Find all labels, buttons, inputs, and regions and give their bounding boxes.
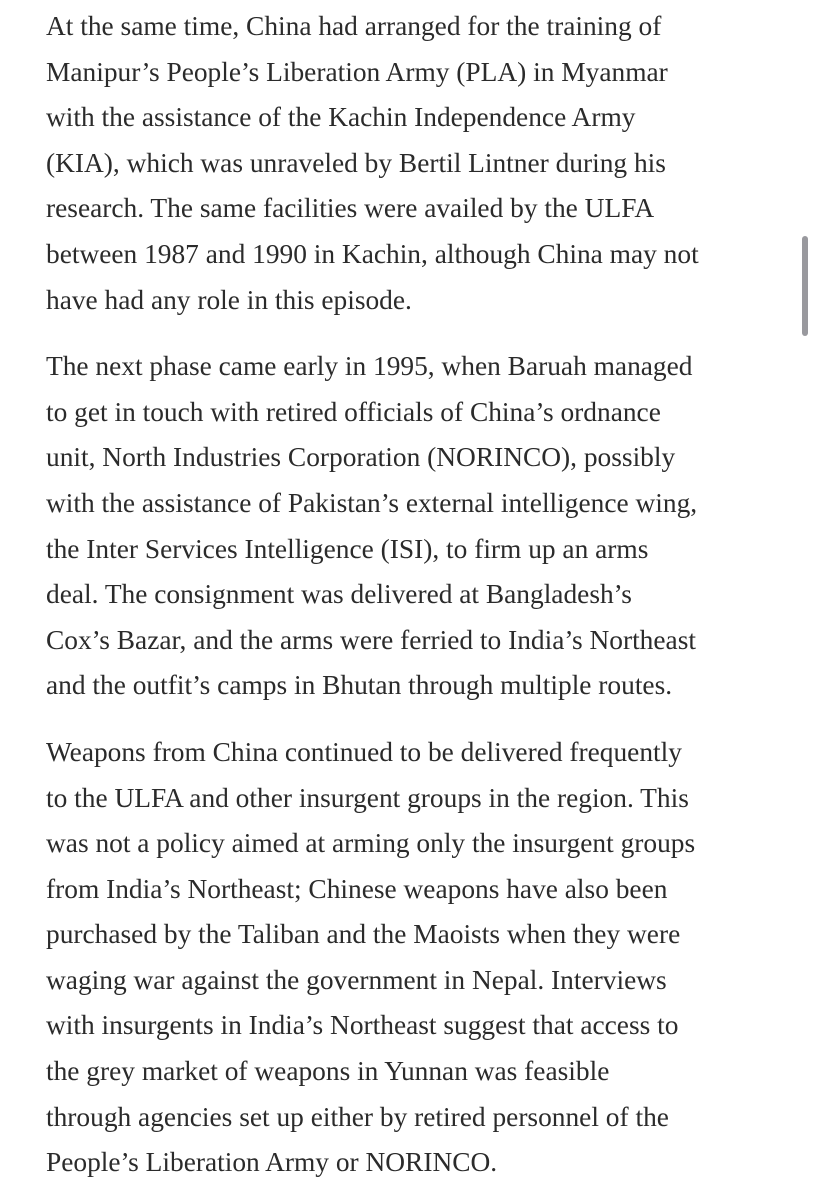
text-line: Manipur’s People’s Liberation Army (PLA) in Myanmar <box>46 56 668 87</box>
text-line: from India’s Northeast; Chinese weapons have also been <box>46 873 668 904</box>
text-line: deal. The consignment was delivered at Bangladesh’s <box>46 579 632 610</box>
text-line: with the assistance of the Kachin Independence Army <box>46 102 636 133</box>
text-line: the Inter Services Intelligence (ISI), to firm up an arms <box>46 533 649 564</box>
paragraph-3 <box>46 730 776 1186</box>
text-line: purchased by the Taliban and the Maoists when they were <box>46 919 681 950</box>
text-line: have had any role in this episode. <box>46 284 412 315</box>
text-line: (KIA), which was unraveled by Bertil Lintner during his <box>46 147 666 178</box>
article-body <box>46 4 776 1186</box>
text-line: to the ULFA and other insurgent groups in the region. This <box>46 782 689 813</box>
text-line: waging war against the government in Nepal. Interviews <box>46 964 667 995</box>
text-line: between 1987 and 1990 in Kachin, although China may not <box>46 238 699 269</box>
text-line: Cox’s Bazar, and the arms were ferried to India’s Northeast <box>46 624 696 655</box>
paragraph-2 <box>46 344 776 709</box>
vertical-scrollbar[interactable] <box>802 236 808 336</box>
text-line: and the outfit’s camps in Bhutan through multiple routes. <box>46 670 673 701</box>
text-line: Weapons from China continued to be delivered frequently <box>46 736 682 767</box>
paragraph-1 <box>46 4 776 323</box>
text-line: through agencies set up either by retired personnel of the <box>46 1101 669 1132</box>
text-line: was not a policy aimed at arming only the insurgent groups <box>46 828 696 859</box>
text-line: The next phase came early in 1995, when Baruah managed <box>46 351 693 382</box>
text-line: to get in touch with retired officials of China’s ordnance <box>46 396 661 427</box>
text-line: research. The same facilities were availed by the ULFA <box>46 193 655 224</box>
text-line: People’s Liberation Army or NORINCO. <box>46 1147 498 1178</box>
text-line: At the same time, China had arranged for the training of <box>46 11 662 41</box>
text-line: with the assistance of Pakistan’s external intelligence wing, <box>46 487 698 518</box>
text-line: unit, North Industries Corporation (NORINCO), possibly <box>46 442 676 473</box>
text-line: with insurgents in India’s Northeast suggest that access to <box>46 1010 679 1041</box>
text-line: the grey market of weapons in Yunnan was feasible <box>46 1056 610 1087</box>
